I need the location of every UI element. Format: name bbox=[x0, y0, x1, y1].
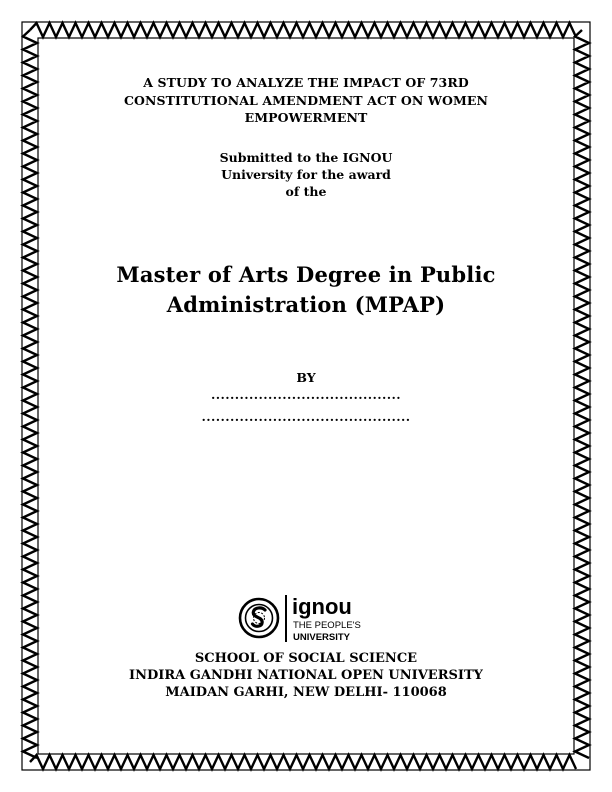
title-line-3: EMPOWERMENT bbox=[244, 110, 368, 125]
thesis-title bbox=[0, 74, 612, 127]
logo-tagline-2: UNIVERSITY bbox=[293, 632, 351, 643]
submission-line-2: University for the award bbox=[221, 167, 391, 182]
degree-name bbox=[0, 260, 612, 320]
name-placeholder-2: ............................................ bbox=[201, 409, 411, 424]
institution-address bbox=[0, 650, 612, 701]
logo-wordmark: ignou bbox=[292, 594, 352, 619]
submission-line-3: of the bbox=[285, 184, 327, 199]
submission-line-1: Submitted to the IGNOU bbox=[219, 150, 393, 165]
name-placeholder-1: ........................................ bbox=[210, 387, 402, 402]
title-line-1: A STUDY TO ANALYZE THE IMPACT OF 73RD bbox=[143, 75, 469, 90]
address-line-1: SCHOOL OF SOCIAL SCIENCE bbox=[194, 651, 418, 666]
degree-line-1: Master of Arts Degree in Public bbox=[116, 262, 496, 287]
degree-line-2: Administration (MPAP) bbox=[166, 292, 446, 317]
logo-tagline-1: THE PEOPLE'S bbox=[293, 620, 361, 631]
by-label: BY bbox=[296, 370, 316, 385]
title-line-2: CONSTITUTIONAL AMENDMENT ACT ON WOMEN bbox=[123, 92, 489, 108]
address-line-3: MAIDAN GARHI, NEW DELHI- 110068 bbox=[165, 685, 447, 700]
address-line-2: INDIRA GANDHI NATIONAL OPEN UNIVERSITY bbox=[129, 668, 483, 683]
submission-statement bbox=[0, 149, 612, 200]
ignou-emblem-icon bbox=[240, 599, 278, 637]
ignou-logo bbox=[238, 592, 378, 644]
